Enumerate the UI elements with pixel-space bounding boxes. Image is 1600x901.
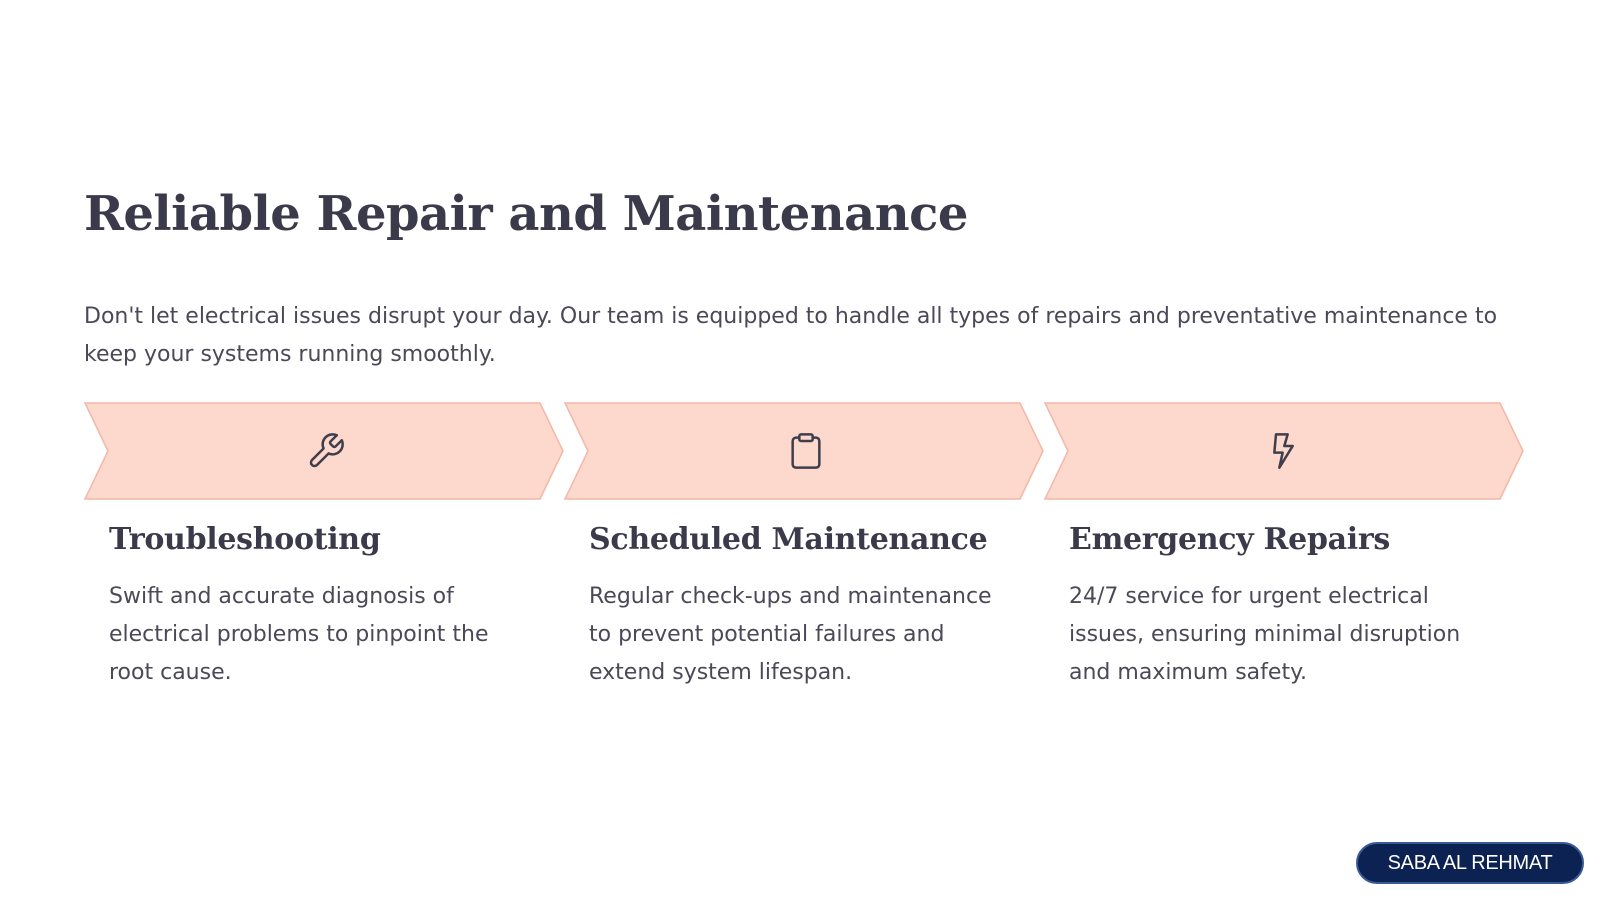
step-emergency-repairs: [1044, 402, 1524, 685]
step-description: 24/7 service for urgent electrical issues, ensuring minimal disruption and maximum safety.: [1069, 584, 1461, 685]
step-title: Emergency Repairs: [1069, 522, 1390, 557]
brand-badge: SABA AL REHMAT: [1356, 842, 1584, 884]
step-title: Troubleshooting: [109, 522, 381, 557]
step-description: Regular check-ups and maintenance to prevent potential failures and extend system lifespan.: [589, 584, 992, 685]
chevron-arrow: [1044, 402, 1524, 500]
chevron-arrow: [564, 402, 1044, 500]
step-troubleshooting: [84, 402, 564, 685]
step-title: Scheduled Maintenance: [589, 522, 988, 557]
chevron-arrow: [84, 402, 564, 500]
slide-intro: Don't let electrical issues disrupt your day. Our team is equipped to handle all types of repairs and preventative maintenance to keep your systems running smoothly.: [84, 304, 1498, 367]
slide-title: Reliable Repair and Maintenance: [84, 186, 968, 242]
clipboard-icon: [786, 431, 826, 471]
wrench-icon: [306, 431, 346, 471]
step-scheduled-maintenance: [564, 402, 1044, 685]
step-description: Swift and accurate diagnosis of electrical problems to pinpoint the root cause.: [109, 584, 489, 685]
lightning-bolt-icon: [1266, 431, 1306, 471]
